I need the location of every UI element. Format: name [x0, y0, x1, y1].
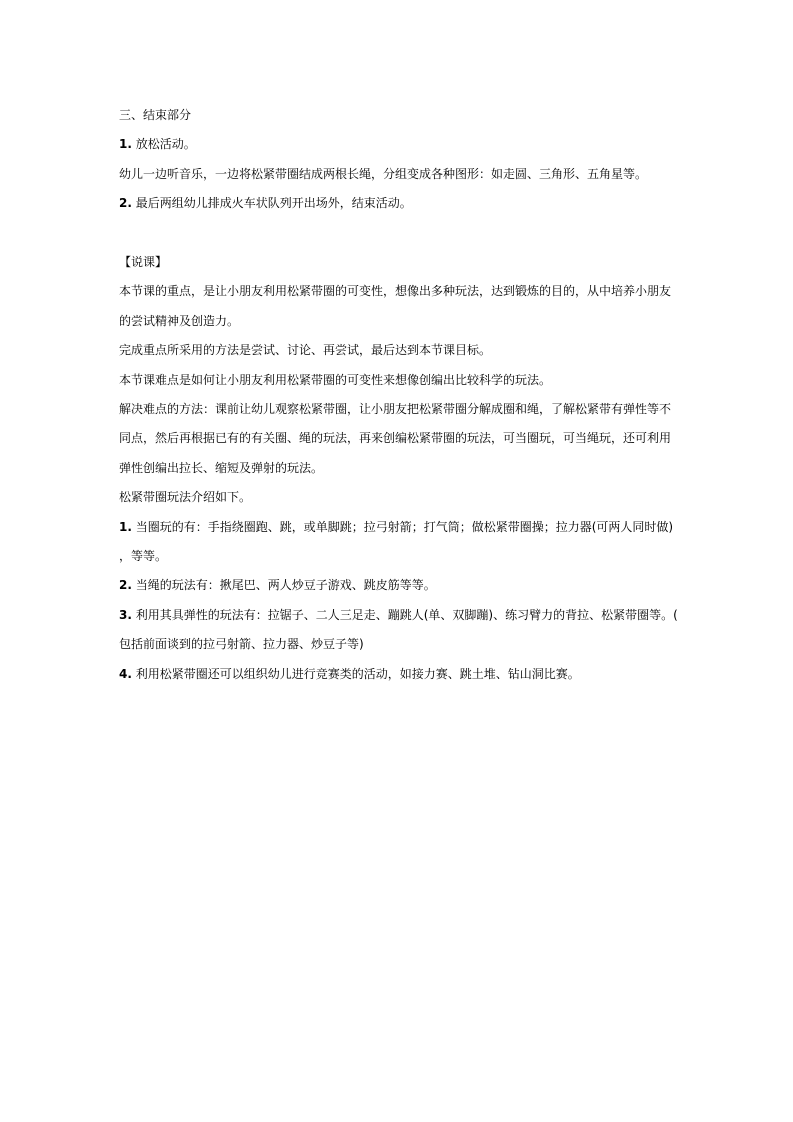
- section-heading-shuoke: 【说课】: [119, 254, 168, 269]
- list-number: 4.: [119, 666, 132, 681]
- paragraph: 完成重点所采用的方法是尝试、讨论、再尝试，最后达到本节课目标。: [119, 343, 492, 358]
- list-text: 利用松紧带圈还可以组织幼儿进行竞赛类的活动，如接力赛、跳土堆、钻山洞比赛。: [135, 666, 580, 681]
- list-number: 3.: [119, 607, 132, 622]
- list-text: 利用其具弹性的玩法有：拉锯子、二人三足走、蹦跳人(单、双脚蹦)、练习臂力的背拉、松紧带圈等。(包括前面谈到的拉弓射箭、拉力器、炒豆子等): [119, 607, 678, 652]
- paragraph: 解决难点的方法：课前让幼儿观察松紧带圈，让小朋友把松紧带圈分解成圈和绳，了解松紧带有弹性等不同点，然后再根据已有的有关圈、绳的玩法，再来创编松紧带圈的玩法，可当圈玩，可当绳玩，还可利用弹性创编出拉长、缩短及弹射的玩法。: [119, 401, 672, 475]
- list-item: [119, 601, 679, 660]
- blank-line: [119, 219, 679, 248]
- paragraph: 松紧带圈玩法介绍如下。: [119, 490, 252, 505]
- list-text: 最后两组幼儿排成火车状队列开出场外，结束活动。: [135, 196, 412, 211]
- list-text: 当绳的玩法有：揪尾巴、两人炒豆子游戏、跳皮筋等等。: [135, 578, 436, 593]
- document-body: [119, 101, 679, 689]
- paragraph: 本节课的重点，是让小朋友利用松紧带圈的可变性，想像出多种玩法，达到锻炼的目的，从中培养小朋友的尝试精神及创造力。: [119, 284, 672, 328]
- list-text: 当圈玩的有：手指绕圈跑、跳，或单脚跳；拉弓射箭；打气筒；做松紧带圈操；拉力器(可两人同时做)，等等。: [119, 519, 674, 563]
- list-number: 2.: [119, 578, 132, 593]
- list-number: 1.: [119, 519, 132, 534]
- section-heading-end: 三、结束部分: [119, 108, 192, 122]
- list-text: 放松活动。: [135, 137, 196, 152]
- list-item: [119, 513, 679, 572]
- list-item: [119, 571, 679, 600]
- list-item: [119, 660, 679, 689]
- list-number: 1.: [119, 137, 132, 152]
- paragraph: 幼儿一边听音乐，一边将松紧带圈结成两根长绳，分组变成各种图形：如走圆、三角形、五角星等。: [119, 166, 648, 181]
- list-item: [119, 189, 679, 218]
- list-number: 2.: [119, 196, 132, 211]
- paragraph: 本节课难点是如何让小朋友利用松紧带圈的可变性来想像创编出比较科学的玩法。: [119, 372, 552, 387]
- list-item: [119, 130, 679, 159]
